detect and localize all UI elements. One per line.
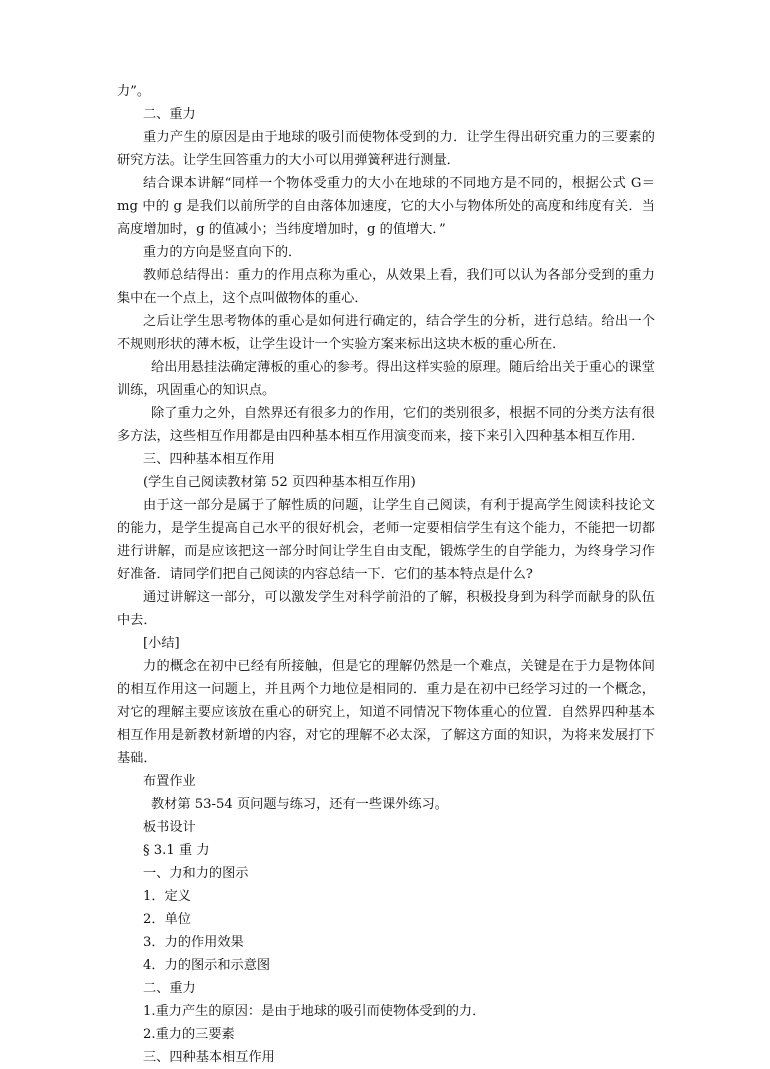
paragraph: 4．力的图示和示意图 — [143, 958, 271, 973]
paragraph: (学生自己阅读教材第 52 页四种基本相互作用) — [143, 475, 416, 490]
paragraph: 三、四种基本相互作用 — [143, 452, 275, 467]
paragraph: 2．单位 — [143, 912, 191, 927]
paragraph: 除了重力之外，自然界还有很多力的作用，它们的类别很多，根据不同的分类方法有很多方法，这些相互作用都是由四种基本相互作用演变而来，接下来引入四种基本相互作用． — [117, 406, 655, 444]
paragraph: 1．定义 — [143, 889, 191, 904]
paragraph: 二、重力 — [143, 981, 196, 996]
paragraph: 1.重力产生的原因：是由于地球的吸引而使物体受到的力． — [143, 1004, 486, 1019]
paragraph: 教材第 53-54 页问题与练习，还有一些课外练习。 — [151, 797, 448, 812]
paragraph: 教师总结得出：重力的作用点称为重心，从效果上看，我们可以认为各部分受到的重力集中在一个点上，这个点叫做物体的重心． — [117, 268, 655, 306]
paragraph: 重力产生的原因是由于地球的吸引而使物体受到的力．让学生得出研究重力的三要素的研究方法。让学生回答重力的大小可以用弹簧秤进行测量． — [117, 130, 655, 168]
paragraph: 给出用悬挂法确定薄板的重心的参考。得出这样实验的原理。随后给出关于重心的课堂训练，巩固重心的知识点。 — [117, 360, 655, 398]
paragraph: 通过讲解这一部分，可以激发学生对科学前沿的了解，积极投身到为科学而献身的队伍中去． — [117, 590, 655, 628]
document-body — [117, 80, 655, 1069]
paragraph: 3．力的作用效果 — [143, 935, 244, 950]
paragraph: 二、重力 — [143, 107, 196, 122]
paragraph: 板书设计 — [143, 820, 196, 835]
paragraph: 布置作业 — [143, 774, 196, 789]
paragraph: 一、力和力的图示 — [143, 866, 249, 881]
paragraph: 三、四种基本相互作用 — [143, 1050, 275, 1065]
paragraph: § 3.1 重 力 — [143, 843, 210, 858]
paragraph: 结合课本讲解“同样一个物体受重力的大小在地球的不同地方是不同的，根据公式 G＝mg 中的 g 是我们以前所学的自由落体加速度，它的大小与物体所处的高度和纬度有关．当高度增加时，g 的值减小；当纬度增加时，g 的值增大．” — [117, 176, 655, 237]
paragraph: [小结] — [143, 636, 180, 651]
paragraph: 由于这一部分是属于了解性质的问题，让学生自己阅读，有利于提高学生阅读科技论文的能力，是学生提高自己水平的很好机会，老师一定要相信学生有这个能力，不能把一切都进行讲解，而是应该把这一部分时间让学生自由支配，锻炼学生的自学能力，为终身学习作好准备．请同学们把自己阅读的内容总结一下．它们的基本特点是什么? — [117, 498, 655, 582]
paragraph: 2.重力的三要素 — [143, 1027, 235, 1042]
paragraph: 力”。 — [117, 84, 151, 99]
paragraph: 力的概念在初中已经有所接触，但是它的理解仍然是一个难点，关键是在于力是物体间的相互作用这一问题上，并且两个力地位是相同的．重力是在初中已经学习过的一个概念，对它的理解主要应该放在重心的研究上，知道不同情况下物体重心的位置．自然界四种基本相互作用是新教材新增的内容，对它的理解不必太深，了解这方面的知识，为将来发展打下基础． — [117, 659, 655, 766]
paragraph: 之后让学生思考物体的重心是如何进行确定的，结合学生的分析，进行总结。给出一个不规则形状的薄木板，让学生设计一个实验方案来标出这块木板的重心所在． — [117, 314, 655, 352]
paragraph: 重力的方向是竖直向下的． — [143, 245, 302, 260]
